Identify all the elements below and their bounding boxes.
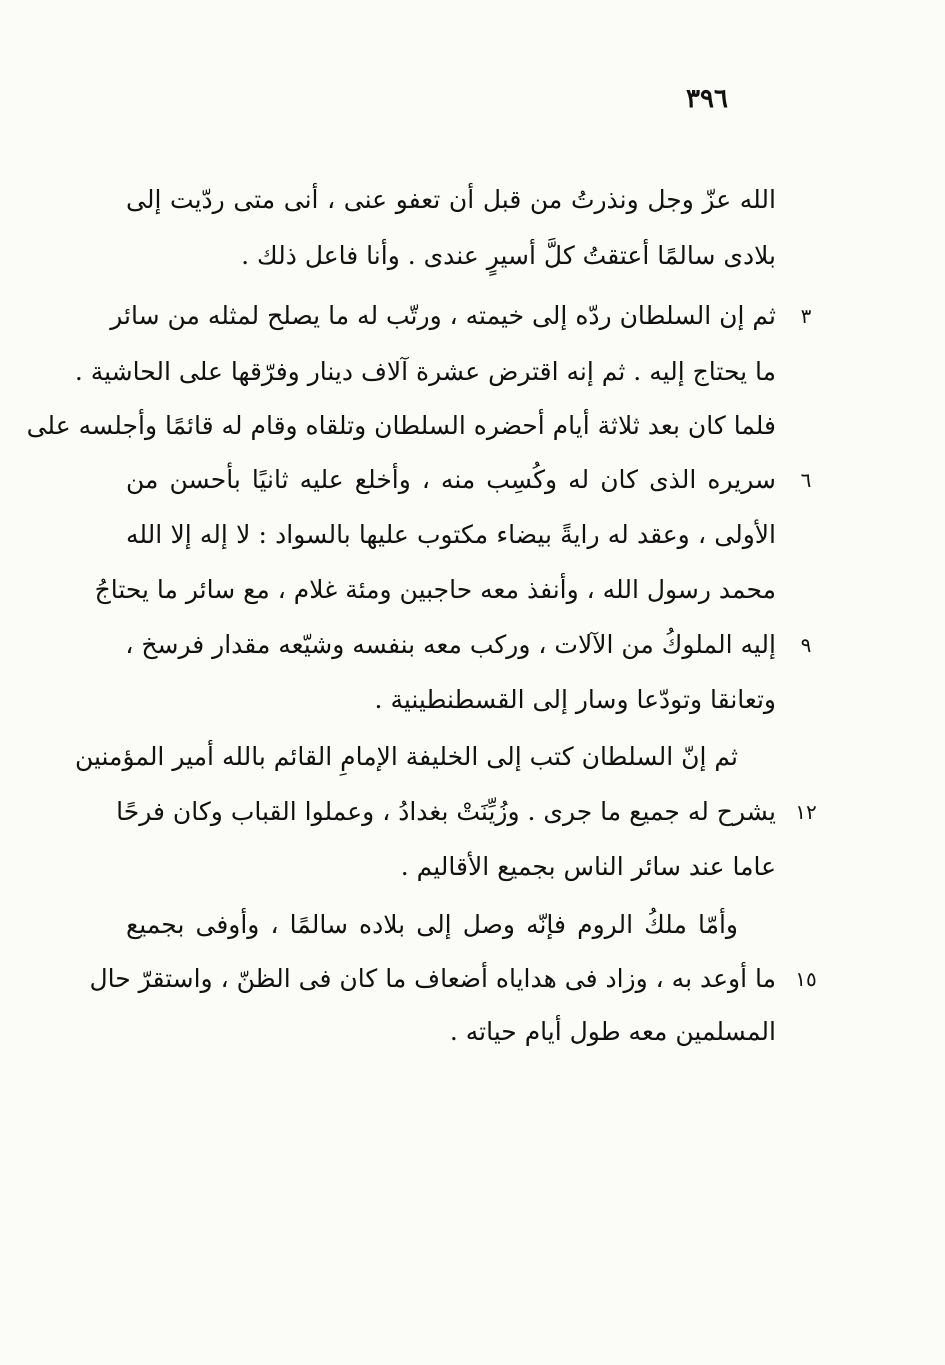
text-line-10: وتعانقا وتودّعا وسار إلى القسطنطينية .: [374, 685, 776, 714]
text-line-1: الله عزّ وجل ونذرتُ من قبل أن تعفو عنى ، أنى متى ردّيت إلى: [126, 185, 776, 214]
text-line-14: وأمّا ملكُ الروم فإنّه وصل إلى بلاده سالمًا ، وأوفى بجميع: [126, 910, 738, 939]
text-line-2: بلادى سالمًا أعتقتُ كلَّ أسيرٍ عندى . وأنا فاعل ذلك .: [241, 241, 776, 270]
line-number-3: ٣: [800, 304, 812, 328]
text-line-16: المسلمين معه طول أيام حياته .: [449, 1017, 776, 1046]
text-line-15: ما أوعد به ، وزاد فى هداياه أضعاف ما كان فى الظنّ ، واستقرّ حال: [89, 964, 776, 993]
line-number-15: ١٥: [795, 967, 817, 991]
page-number: ٣٩٦: [686, 84, 728, 114]
text-line-7: الأولى ، وعقد له رايةً بيضاء مكتوب عليها بالسواد : لا إله إلا الله: [126, 520, 776, 549]
line-number-12: ١٢: [795, 800, 817, 824]
line-number-6: ٦: [800, 468, 812, 492]
text-line-12: يشرح له جميع ما جرى . وزُيِّنَتْ بغدادُ ، وعملوا القباب وكان فرحًا: [116, 797, 776, 826]
text-line-8: محمد رسول الله ، وأنفذ معه حاجبين ومئة غلام ، مع سائر ما يحتاجُ: [94, 575, 776, 604]
text-line-6: سريره الذى كان له وكُسِب منه ، وأخلع عليه ثانيًا بأحسن من: [126, 465, 776, 494]
text-line-5: فلما كان بعد ثلاثة أيام أحضره السلطان وتلقاه وقام له قائمًا وأجلسه على: [26, 411, 776, 440]
text-line-3: ثم إن السلطان ردّه إلى خيمته ، ورتّب له ما يصلح لمثله من سائر: [110, 301, 776, 330]
text-line-4: ما يحتاج إليه . ثم إنه اقترض عشرة آلاف دينار وفرّقها على الحاشية .: [74, 357, 776, 386]
text-line-11: ثم إنّ السلطان كتب إلى الخليفة الإمامِ القائم بالله أمير المؤمنين: [74, 742, 738, 771]
line-number-9: ٩: [800, 633, 812, 657]
text-line-9: إليه الملوكُ من الآلات ، وركب معه بنفسه وشيّعه مقدار فرسخ ،: [125, 630, 776, 659]
text-line-13: عاما عند سائر الناس بجميع الأقاليم .: [400, 852, 776, 881]
